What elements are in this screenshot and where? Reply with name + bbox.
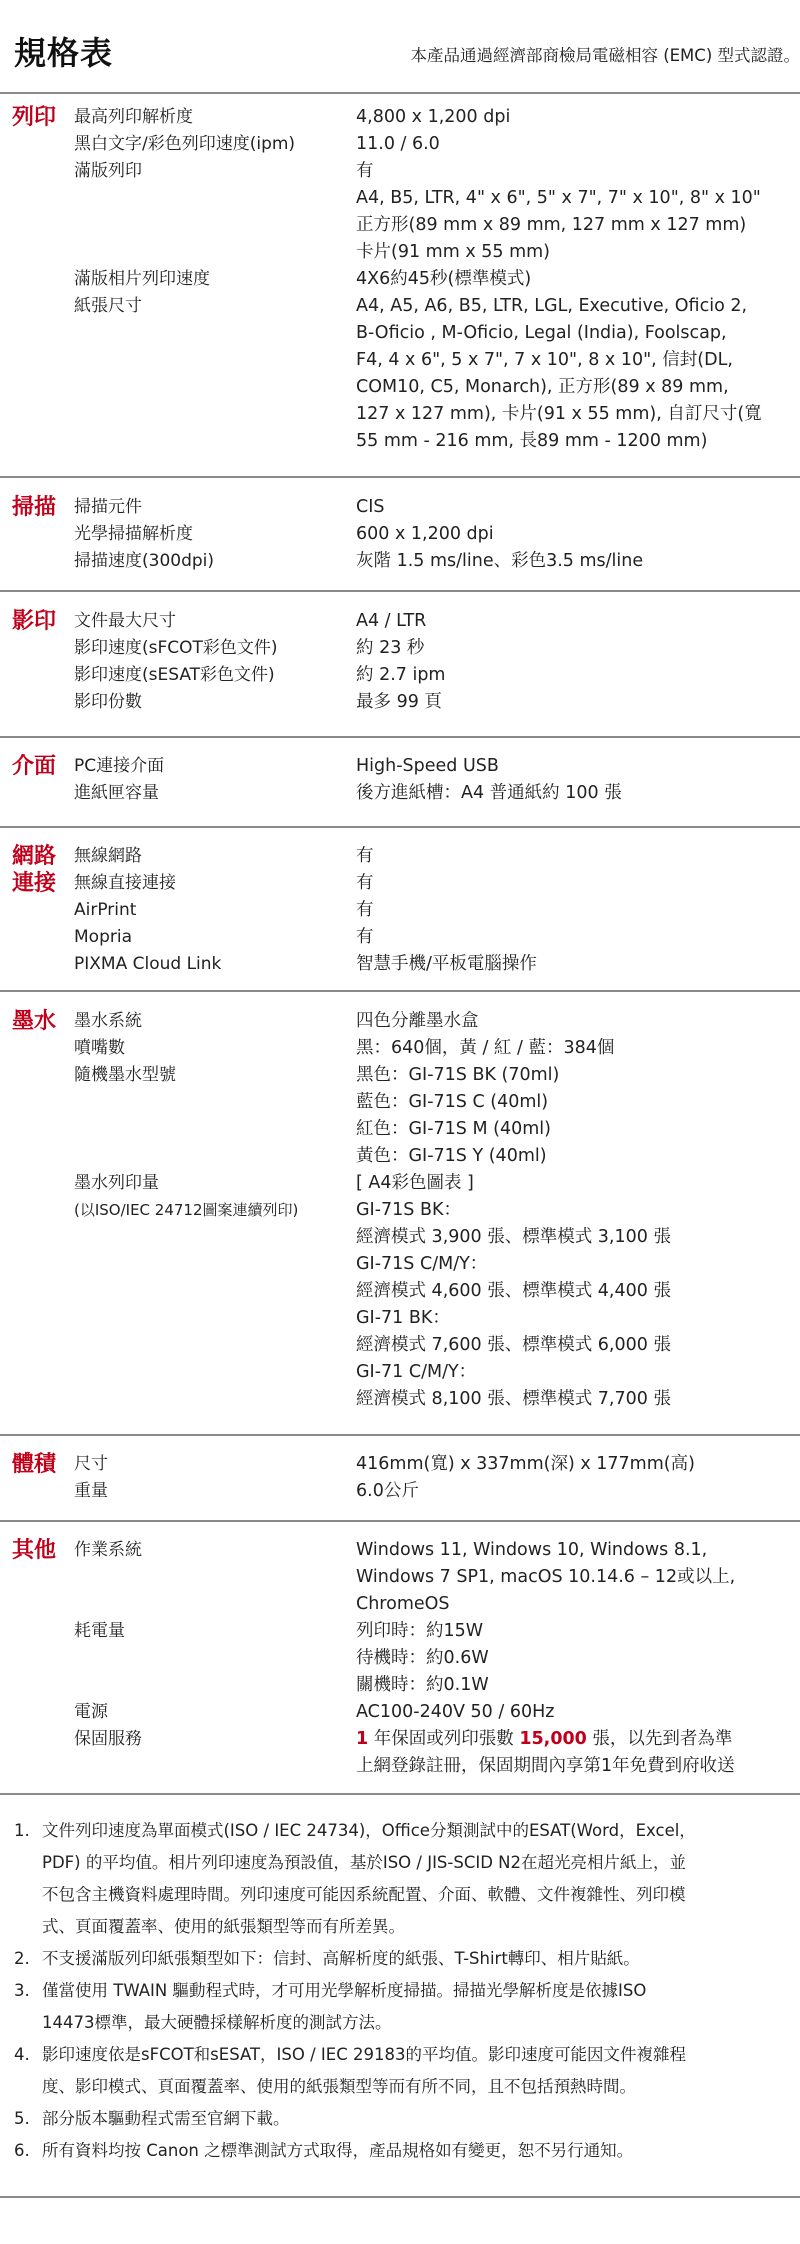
- divider: [0, 826, 800, 828]
- spec-value: 4X6約45秒(標準模式): [356, 269, 532, 289]
- spec-key: 滿版列印: [74, 161, 142, 181]
- footnote-item: 5. 部分版本驅動程式需至官網下載。: [14, 2109, 290, 2128]
- section-label-size: 體積: [12, 1452, 57, 1477]
- divider: [0, 2196, 800, 2198]
- spec-value: High-Speed USB: [356, 756, 499, 776]
- footnote-item: 2. 不支援滿版列印紙張類型如下：信封、高解析度的紙張、T-Shirt轉印、相片貼紙。: [14, 1949, 640, 1968]
- emc-certification-note: 本產品通過經濟部商檢局電磁相容 (EMC) 型式認證。: [410, 46, 800, 65]
- spec-key: 作業系統: [74, 1540, 142, 1560]
- divider: [0, 590, 800, 592]
- spec-value: 有: [356, 900, 374, 920]
- spec-value: A4, A5, A6, B5, LTR, LGL, Executive, Oficio 2, B-Oficio , M-Oficio, Legal (India), Foolscap, F4, 4 x 6", 5 x 7", 7 x 10", 8 x 10", 信封(DL, COM10, C5, Monarch), 正方形(89 x 89 mm, 127 x 127 mm), 卡片(91 x 55 mm), 自訂尺寸(寬 55 mm - 216 mm, 長89 mm - 1200 mm): [356, 296, 762, 451]
- spec-key: 重量: [74, 1481, 108, 1501]
- spec-value: AC100-240V 50 / 60Hz: [356, 1702, 555, 1722]
- spec-key: PIXMA Cloud Link: [74, 954, 222, 974]
- spec-key: 影印份數: [74, 692, 142, 712]
- section-label-network-2: 連接: [12, 871, 57, 896]
- spec-value: 灰階 1.5 ms/line、彩色3.5 ms/line: [356, 551, 644, 571]
- spec-value: Windows 11, Windows 10, Windows 8.1, Windows 7 SP1, macOS 10.14.6 – 12或以上, ChromeOS: [356, 1540, 736, 1614]
- spec-key: 影印速度(sESAT彩色文件): [74, 665, 275, 685]
- spec-value: 約 2.7 ipm: [356, 665, 446, 685]
- spec-value: 黑：640個，黃 / 紅 / 藍：384個: [356, 1038, 615, 1058]
- spec-key: 黑白文字/彩色列印速度(ipm): [74, 134, 296, 154]
- divider: [0, 1520, 800, 1522]
- section-label-interface: 介面: [12, 754, 57, 779]
- spec-value: 416mm(寬) x 337mm(深) x 177mm(高): [356, 1454, 695, 1474]
- spec-value: A4 / LTR: [356, 611, 427, 631]
- spec-value: 有: [356, 873, 374, 893]
- spec-key: 文件最大尺寸: [74, 611, 176, 631]
- spec-value: 四色分離墨水盒: [356, 1011, 479, 1031]
- spec-value: 列印時：約15W 待機時：約0.6W 關機時：約0.1W: [356, 1621, 489, 1695]
- spec-key: AirPrint: [74, 900, 137, 920]
- header: [14, 20, 800, 80]
- divider: [0, 1793, 800, 1795]
- spec-key: 電源: [74, 1702, 108, 1722]
- spec-value: 黑色：GI-71S BK (70ml) 藍色：GI-71S C (40ml) 紅色：GI-71S M (40ml) 黃色：GI-71S Y (40ml): [356, 1065, 560, 1166]
- warranty-page-count: 15,000: [519, 1729, 587, 1749]
- spec-value: 有: [356, 927, 374, 947]
- spec-key: 紙張尺寸: [74, 296, 142, 316]
- spec-key: PC連接介面: [74, 756, 165, 776]
- section-label-ink: 墨水: [12, 1009, 57, 1034]
- spec-value: 1 年保固或列印張數 15,000 張，以先到者為準 上網登錄註冊，保固期間內享第1年免費到府收送: [356, 1729, 735, 1776]
- section-label-print: 列印: [12, 105, 57, 130]
- spec-value: 最多 99 頁: [356, 692, 442, 712]
- warranty-years: 1: [356, 1729, 369, 1749]
- spec-key: 最高列印解析度: [74, 107, 193, 127]
- section-label-copy: 影印: [12, 609, 57, 634]
- spec-value: CIS: [356, 497, 385, 517]
- spec-value: 有: [356, 846, 374, 866]
- spec-key: 無線網路: [74, 846, 142, 866]
- spec-key: 隨機墨水型號: [74, 1065, 176, 1085]
- spec-value: 4,800 x 1,200 dpi: [356, 107, 511, 127]
- divider: [0, 736, 800, 738]
- spec-key: 墨水列印量: [74, 1173, 159, 1193]
- spec-value: 11.0 / 6.0: [356, 134, 440, 154]
- section-label-other: 其他: [12, 1538, 57, 1563]
- spec-key: 尺寸: [74, 1454, 108, 1474]
- divider: [0, 990, 800, 992]
- divider: [0, 1434, 800, 1436]
- spec-value: GI-71S BK： 經濟模式 3,900 張、標準模式 3,100 張 GI-71S C/M/Y： 經濟模式 4,600 張、標準模式 4,400 張 GI-71 BK： 經濟模式 7,600 張、標準模式 6,000 張 GI-71 C/M/Y： 經濟模式 8,100 張、標準模式 7,700 張: [356, 1200, 671, 1409]
- spec-key: 無線直接連接: [74, 873, 176, 893]
- spec-key: 光學掃描解析度: [74, 524, 193, 544]
- footnote-item: 6. 所有資料均按 Canon 之標準測試方式取得，產品規格如有變更，恕不另行通知。: [14, 2141, 634, 2160]
- section-label-network-1: 網路: [12, 844, 57, 869]
- footnote-item: 3. 僅當使用 TWAIN 驅動程式時，才可用光學解析度掃描。掃描光學解析度是依據ISO 14473標準，最大硬體採樣解析度的測試方法。: [14, 1981, 647, 2032]
- spec-value: 600 x 1,200 dpi: [356, 524, 494, 544]
- spec-key: 掃描元件: [74, 497, 142, 517]
- spec-key: 保固服務: [74, 1729, 142, 1749]
- page-title: 規格表: [14, 34, 114, 72]
- spec-value: 後方進紙槽：A4 普通紙約 100 張: [356, 783, 622, 803]
- divider: [0, 92, 800, 94]
- section-label-scan: 掃描: [12, 495, 57, 520]
- divider: [0, 476, 800, 478]
- spec-key: (以ISO/IEC 24712圖案連續列印): [74, 1201, 299, 1219]
- spec-key: 耗電量: [74, 1621, 125, 1641]
- spec-value: 有 A4, B5, LTR, 4" x 6", 5" x 7", 7" x 10", 8" x 10" 正方形(89 mm x 89 mm, 127 mm x 127 mm) 卡片(91 mm x 55 mm): [356, 161, 761, 262]
- spec-key: 掃描速度(300dpi): [74, 551, 215, 571]
- spec-key: Mopria: [74, 927, 132, 947]
- footnote-item: 1. 文件列印速度為單面模式(ISO / IEC 24734)，Office分類測試中的ESAT(Word，Excel， PDF) 的平均值。相片列印速度為預設值，基於ISO / JIS-SCID N2在超光亮相片紙上，並 不包含主機資料處理時間。列印速度可能因系統配置、介面、軟體、文件複雜性、列印模 式、頁面覆蓋率、使用的紙張類型等而有所差異。: [14, 1821, 696, 1936]
- spec-value: 約 23 秒: [356, 638, 425, 658]
- spec-value: 6.0公斤: [356, 1481, 419, 1501]
- spec-value: 智慧手機/平板電腦操作: [356, 954, 537, 974]
- spec-key: 噴嘴數: [74, 1038, 125, 1058]
- spec-key: 影印速度(sFCOT彩色文件): [74, 638, 278, 658]
- spec-key: 滿版相片列印速度: [74, 269, 210, 289]
- spec-key: 墨水系統: [74, 1011, 142, 1031]
- spec-value: [ A4彩色圖表 ]: [356, 1173, 474, 1193]
- spec-key: 進紙匣容量: [74, 783, 159, 803]
- footnotes: [14, 1815, 794, 2167]
- footnote-item: 4. 影印速度依是sFCOT和sESAT，ISO / IEC 29183的平均值。影印速度可能因文件複雜程 度、影印模式、頁面覆蓋率、使用的紙張類型等而有所不同，且不包括預熱時間。: [14, 2045, 686, 2096]
